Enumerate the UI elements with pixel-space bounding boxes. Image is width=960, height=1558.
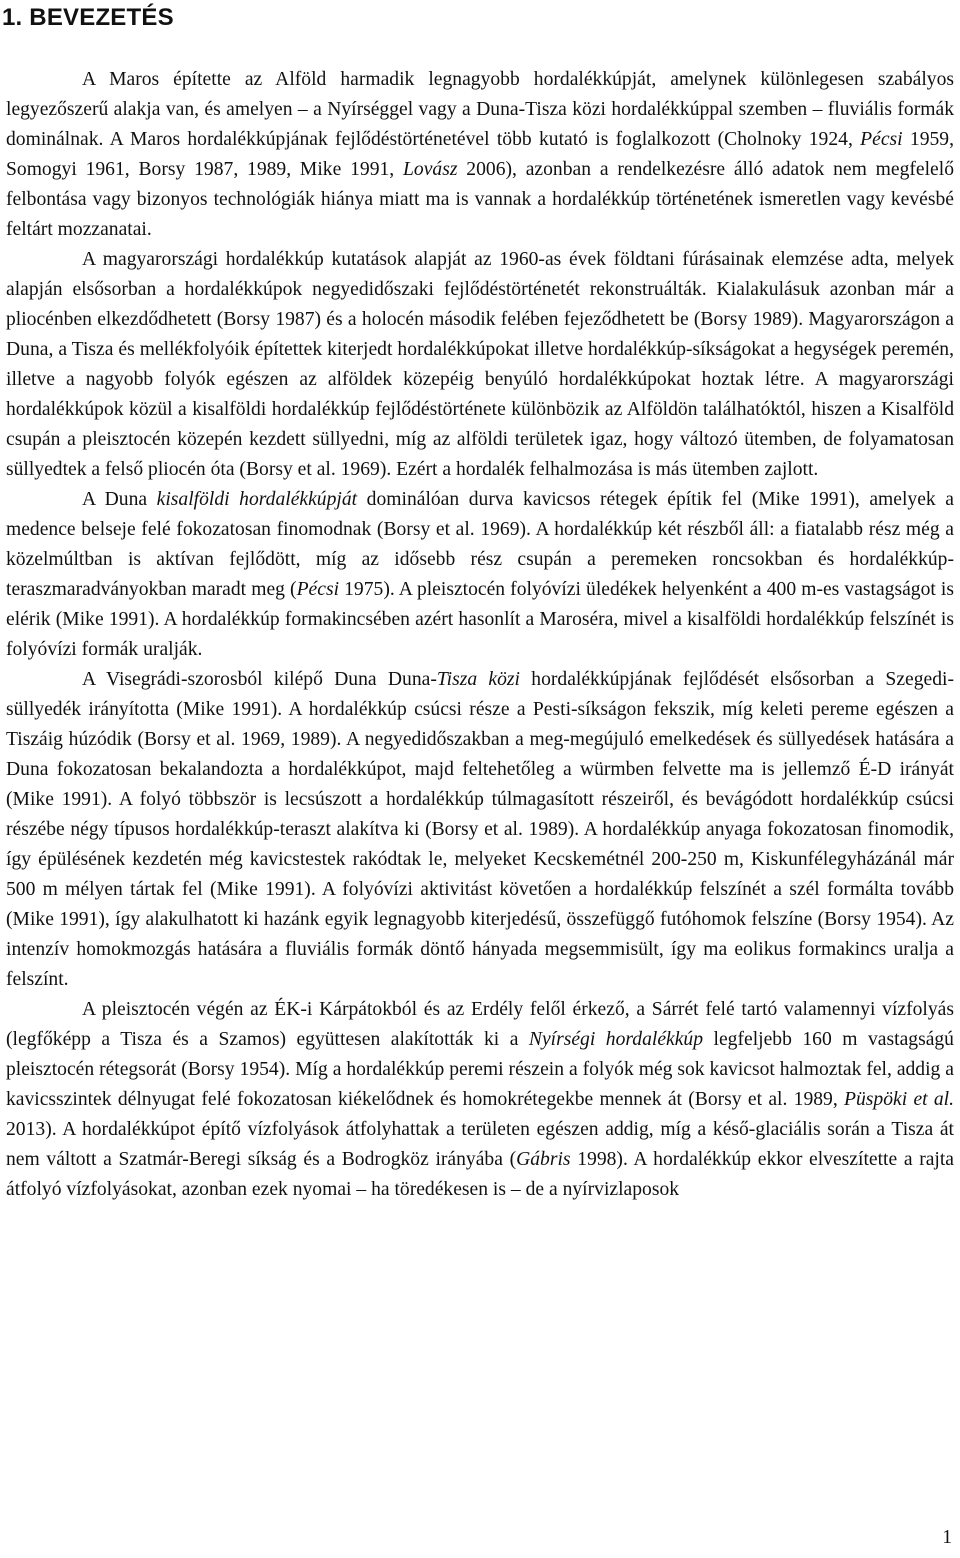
text-run: A Duna <box>82 489 157 510</box>
italic-citation: Püspöki et al. <box>844 1089 955 1110</box>
italic-citation: Nyírségi hordalékkúp <box>528 1029 704 1050</box>
page-number: 1 <box>942 1527 952 1548</box>
italic-citation: Lovász <box>403 159 458 180</box>
text-run: 2006), azonban a rendelkezésre álló adatok nem megfelelő felbontása vagy bizonyos technológiák hiánya miatt ma is vannak a hordalékkúp történetének ismeretlen vagy kevésbé feltárt mozzanatai. <box>6 159 954 240</box>
text-run: 2013). A hordalékkúpot építő vízfolyások átfolyhattak a területen egészen addig, míg a késő-glaciális során a Tisza át nem váltott a Szatmár-Beregi síkság és a Bodrogköz irányába ( <box>6 1119 954 1170</box>
italic-citation: kisalföldi hordalékkúpját <box>156 489 358 510</box>
text-run: 1959, Somogyi 1961, Borsy 1987, 1989, Mike 1991, <box>6 129 954 180</box>
text-run: A pleisztocén végén az ÉK-i Kárpátokból és az Erdély felől érkező, a Sárrét felé tartó valamennyi vízfolyás (legfőképp a Tisza és a Szamos) együttesen alakították ki a <box>6 999 954 1050</box>
text-run: A Maros építette az Alföld harmadik legnagyobb hordalékkúpját, amelynek különlegesen szabályos legyezőszerű alakja van, és amelyen – a Nyírséggel vagy a Duna-Tisza közi hordalékkúppal szemben – fluviális formák dominálnak. A Maros hordalékkúpjának fejlődéstörténetével több kutató is foglalkozott (Cholnoky 1924, <box>6 69 954 150</box>
italic-citation: Gábris <box>516 1149 571 1170</box>
text-run: 1998). A hordalékkúp ekkor elveszítette a rajta átfolyó vízfolyásokat, azonban ezek nyomai – ha töredékesen is – de a nyírvizlaposok <box>6 1149 955 1200</box>
text-run: 1975). A pleisztocén folyóvízi üledékek helyenként a 400 m-es vastagságot is elérik (Mike 1991). A hordalékkúp formakincsében azért hasonlít a Maroséra, mivel a kisalföldi hordalékkúp felszínét is folyóvízi formák uralják. <box>6 579 954 660</box>
chapter-heading: 1. BEVEZETÉS <box>2 4 174 31</box>
text-run: A Visegrádi-szorosból kilépő Duna Duna- <box>82 669 437 690</box>
text-run: A magyarországi hordalékkúp kutatások alapját az 1960-as évek földtani fúrásainak elemzése adta, melyek alapján elsősorban a hordalékkúpok negyedidőszaki fejlődéstörténetét rekonstruálták. Kialakulásuk azonban már a pliocénben elkezdődhetett (Borsy 1987) és a holocén második felében fejeződhetett be (Borsy 1989). Magyarországon a Duna, a Tisza és mellékfolyóik építettek kiterjedt hordalékkúpokat illetve hordalékkúp-síkságokat a hegységek peremén, illetve a nagyobb folyók egészen az alföldek közepéig benyúló hordalékkúpokat hoztak létre. A magyarországi hordalékkúpok közül a kisalföldi hordalékkúp fejlődéstörténete különbözik az Alföldön találhatóktól, hiszen a Kisalföld csupán a pleisztocén közepén kezdett süllyedni, míg az alföldi területek igaz, hogy változó ütemben, de folyamatosan süllyedtek a felső pliocén óta (Borsy et al. 1969). Ezért a hordalék felhalmozása is más ütemben zajlott. <box>6 249 954 480</box>
paragraph-2 <box>6 245 954 485</box>
paragraph-3 <box>6 485 954 665</box>
text-run: dominálóan durva kavicsos rétegek építik fel (Mike 1991), amelyek a medence belseje felé fokozatosan finomodnak (Borsy et al. 1969). A hordalékkúp két részből áll: a fiatalabb rész még a közelmúltban is aktívan fejlődött, míg az idősebb rész csupán a peremeken roncsokban és hordalékkúp-teraszmaradványokban maradt meg ( <box>6 489 954 600</box>
text-run: legfeljebb 160 m vastagságú pleisztocén rétegsorát (Borsy 1954). Míg a hordalékkúp peremi részein a folyók még sok kavicsot halmoztak fel, addig a kavicsszintek délnyugat felé fokozatosan kiékelődnek és homokrétegekbe mennek át (Borsy et al. 1989, <box>6 1029 954 1110</box>
paragraph-5 <box>6 995 954 1205</box>
italic-citation: Pécsi <box>296 579 340 600</box>
italic-citation: Tisza közi <box>436 669 520 690</box>
italic-citation: Pécsi <box>860 129 903 150</box>
paragraph-4 <box>6 665 954 995</box>
paragraph-1 <box>6 65 954 245</box>
body-text <box>6 65 954 1205</box>
text-run: hordalékkúpjának fejlődését elsősorban a Szegedi-süllyedék irányította (Mike 1991). A hordalékkúp csúcsi része a Pesti-síkságon fekszik, míg keleti pereme egészen a Tiszáig húzódik (Borsy et al. 1969, 1989). A negyedidőszakban a meg-megújuló emelkedések és süllyedések hatására a Duna fokozatosan bekalandozta a hordalékkúpot, majd feltehetőleg a würmben felvette ma is jellemző É-D irányát (Mike 1991). A folyó többször is lecsúszott a hordalékkúp túlmagasított részeiről, és bevágódott hordalékkúp csúcsi részébe négy típusos hordalékkúp-teraszt alakítva ki (Borsy et al. 1989). A hordalékkúp anyaga fokozatosan finomodik, így épülésének kezdetén még kavicstestek rakódtak le, melyeket Kecskemétnél 200-250 m, Kiskunfélegyházánál már 500 m mélyen tártak fel (Mike 1991). A folyóvízi aktivitást követően a hordalékkúp felszínét a szél formálta tovább (Mike 1991), így alakulhatott ki hazánk egyik legnagyobb kiterjedésű, összefüggő futóhomok felszíne (Borsy 1954). Az intenzív homokmozgás hatására a fluviális formák döntő hányada megsemmisült, így ma eolikus formakincs uralja a felszínt. <box>6 669 954 990</box>
